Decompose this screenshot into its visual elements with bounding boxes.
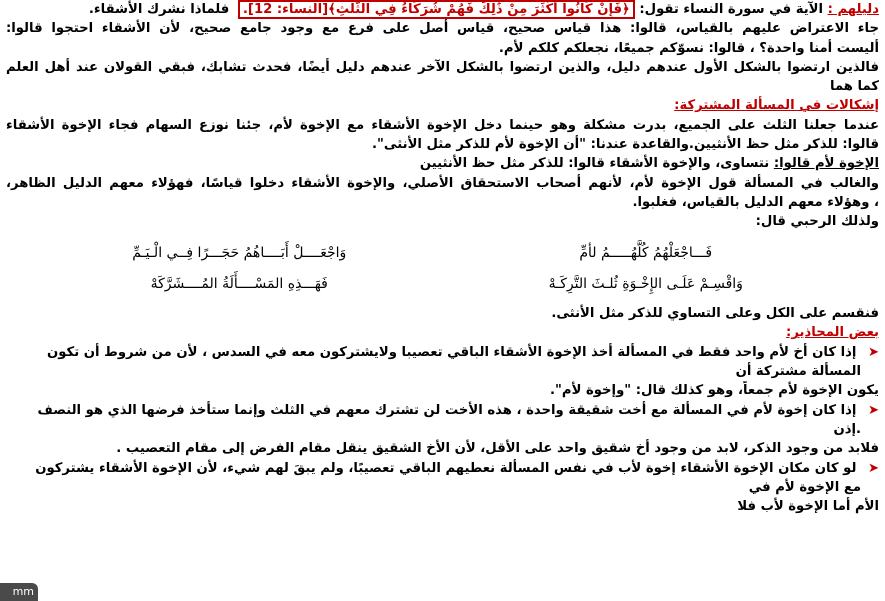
bullet-continuation: مع الإخوة لأم في [748, 479, 861, 495]
corner-label: mm [0, 583, 38, 601]
arrow-bullet-icon: ➤ [867, 402, 879, 418]
paragraph-line: عندما جعلنا الثلث على الجميع، بدرت مشكلة وهو حينما دخل الإخوة الأشقاء مع الإخوة لأم، جئنا نوزع السهام فجاء الإخوة الأشقاء [6, 117, 879, 133]
bullet-continuation: المسألة مشتركة أن [735, 364, 861, 380]
arrow-bullet-icon: ➤ [867, 460, 879, 476]
poem-verse-1 [6, 244, 879, 263]
paragraph-line: ، وهؤلاء معهم الدليل بالقياس، فغلبوا. [632, 194, 879, 210]
paragraph-line: فلابد من وجود الذكر، لابد من وجود أخ شقيق واحد على الأقل، لأن الأخ الشقيق ينقل مقام الفرض إلى مقام التعصيب . [116, 441, 879, 457]
quran-verse-box: ﴿فَإِنْ كَانُوا أَكْثَرَ مِنْ ذَٰلِكَ فَهُمْ شُرَكَاءُ فِي الثُّلُثِ﴾[النساء: 12]. [238, 0, 635, 19]
section-heading-line [6, 96, 879, 115]
paragraph-line: الأم أما الإخوة لأب فلا [737, 499, 879, 515]
paragraph-line: يكون الإخوة لأم جمعاً، وهو كذلك قال: "وإخوة لأم". [550, 383, 879, 399]
paragraph-line: قالوا: للذكر مثل حظ الأنثيين.والقاعدة عندنا: "أن الإخوة لأم للذكر مثل الأنثى". [372, 137, 879, 153]
section-heading-line [6, 323, 879, 342]
poem-hemistich: وَاقْسِـمْ عَلَـى الإِخْـوَةِ ثُلـثَ التَّرِكَـهْ [548, 275, 743, 292]
bullet-item [6, 343, 879, 362]
poem-hemistich: فَـــاجْعَلْهُمُ كُلَّهُـــــمُ لأمِّ [579, 244, 713, 261]
paragraph-line [6, 154, 879, 173]
bullet-continuation: .إذن [833, 421, 861, 437]
line-text: فلماذا نشرك الأشقاء. [88, 2, 230, 17]
paragraph-line: جاء الاعتراض عليهم بالقياس، قالوا: هذا قياس صحيح، قياس أصل على فرع مع وجود جامع صحيح، لأن الأشقاء احتجوا قالوا: [6, 21, 879, 37]
bullet-text: لو كان مكان الإخوة الأشقاء إخوة لأب في نفس المسألة نعطيهم الباقي تعصيبًا، ولم يبقَ لهم شيء، لأن الإخوة الأشقاء يشتركون [35, 460, 857, 476]
poem-hemistich: وَاجْعَــــلْ أَبَــــاهُمُ حَجَـــرًا فِــي الْـيَـمِّ [132, 244, 347, 261]
bullet-item [6, 401, 879, 420]
underlined-phrase: الإخوة لأم قالوا: [773, 156, 879, 172]
paragraph-line: فالذين ارتضوا بالشكل الأول عندهم دليل، والذين ارتضوا بالشكل الآخر عندهم دليل أيضًا، فحدث تشابك، فبقي القولان عند أهل العلم [6, 59, 879, 75]
paragraph-line: والغالب في المسألة قول الإخوة لأم، لأنهم أصحاب الاستحقاق الأصلي، والإخوة الأشقاء دخلوا قياسًا، فهؤلاء معهم الدليل الظاهر، [6, 175, 879, 191]
poem-verse-2 [6, 275, 879, 294]
poem-hemistich: فَهَـــذِهِ المَسْــــأَلَةُ المُــــشَرَّكَهْ [150, 275, 328, 292]
line-text: نتساوى، والإخوة الأشقاء قالوا: للذكر مثل حظ الأنثيين [419, 156, 770, 172]
paragraph-line: كما هما [830, 79, 879, 95]
evidence-heading: دليلهم : [827, 2, 879, 17]
bullet-text: إذا كان إخوة لأم في المسألة مع أخت شقيقة واحدة ، هذه الأخت لن تشترك معهم في الثلث وإنما ستأخذ فرضها الذي هو النصف [37, 402, 857, 418]
arrow-bullet-icon: ➤ [867, 344, 879, 360]
paragraph-line: فنقسم على الكل وعلى التساوي للذكر مثل الأنثى. [551, 306, 879, 322]
paragraph-line: أليست أمنا واحدة؟ ، قالوا: نسوّكم جميعًا، نجعلكم كلكم لأم. [498, 40, 879, 56]
paragraph-line: ولذلك الرحبي قال: [755, 214, 879, 230]
bullet-text: إذا كان أخ لأم واحد فقط في المسألة أخذ الإخوة الأشقاء الباقي تعصيبا ولايشتركون معه في السدس ، لأن من شروط أن تكون [47, 344, 857, 360]
line-evidence [6, 0, 879, 19]
line-text: الآية في سورة النساء تقول: [634, 2, 823, 17]
bullet-item [6, 459, 879, 478]
cautions-heading: بعض المحاذير: [786, 325, 879, 341]
problems-heading: إشكالات في المسألة المشتركة: [674, 98, 879, 114]
